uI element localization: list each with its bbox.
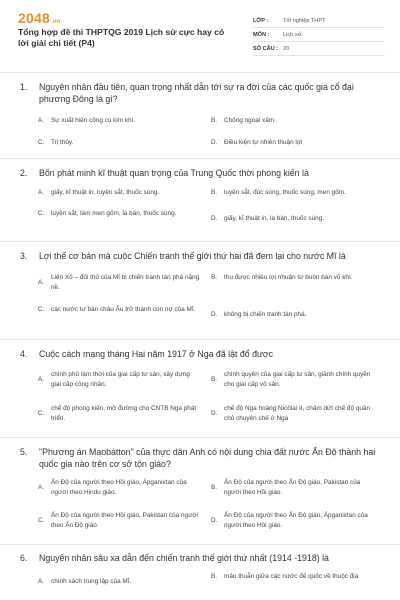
option-text: mâu thuẫn giữa các nước đế quốc về thuộc địa — [224, 573, 359, 580]
option-text: các nước tư bản châu Âu trở thành con nợ của Mĩ. — [51, 306, 196, 313]
question-text: Nguyên nhân đầu tiên, quan trọng nhất dẫn tới sự ra đời của các quốc gia cổ đại phương Đông là gì? — [39, 82, 354, 104]
option-letter: A. — [38, 117, 45, 124]
question-number: 1. — [20, 82, 28, 92]
option-a[interactable] — [38, 188, 201, 198]
option-c[interactable] — [38, 138, 201, 148]
logo-text: 2048 — [18, 10, 50, 26]
meta-key: SỐ CÂU : — [253, 45, 279, 52]
option-text: giấy, kĩ thuật in, luyện sắt, thuốc súng. — [51, 189, 160, 196]
page-title: Tổng hợp đề thi THPTQG 2019 Lịch sử cực hay có lời giải chi tiết (P4) — [18, 27, 225, 48]
option-a[interactable] — [38, 116, 201, 126]
site-logo[interactable] — [18, 10, 60, 26]
option-text: luyện sắt, đúc súng, thuốc súng, men gốm. — [224, 189, 346, 196]
option-b[interactable] — [211, 116, 374, 126]
option-b[interactable] — [211, 478, 374, 497]
option-text: thu được nhiều lợi nhuận từ buôn bán vũ khí. — [224, 274, 353, 281]
option-a[interactable] — [38, 273, 201, 292]
question-heading — [20, 250, 385, 262]
option-letter: A. — [38, 578, 45, 585]
option-letter: B. — [211, 189, 218, 196]
option-letter: C. — [38, 409, 45, 417]
option-letter: D. — [211, 311, 218, 318]
logo-suffix: .vn — [50, 19, 61, 25]
option-text: chính quyền của giai cấp tư sản, giành chính quyền cho giai cấp vô sản. — [224, 371, 371, 388]
option-d[interactable] — [211, 511, 374, 530]
question-number: 6. — [20, 553, 28, 563]
question-1 — [0, 72, 400, 158]
option-a[interactable] — [38, 577, 201, 587]
question-heading — [20, 348, 385, 360]
option-letter: A. — [38, 483, 45, 491]
question-heading — [20, 552, 385, 564]
option-letter: A. — [38, 278, 45, 286]
question-number: 5. — [20, 447, 28, 457]
option-c[interactable] — [38, 511, 201, 530]
question-heading — [20, 167, 385, 179]
option-letter: D. — [211, 215, 218, 222]
option-letter: B. — [211, 117, 218, 124]
option-text: chế độ phong kiến, mở đường cho CNTB Nga phát triển. — [51, 405, 197, 422]
meta-value: 20 — [283, 45, 290, 52]
option-c[interactable] — [38, 404, 201, 423]
option-letter: B. — [211, 274, 218, 281]
question-2 — [0, 158, 400, 241]
option-text: Sự xuất hiện công cụ kim khí. — [51, 117, 136, 124]
option-letter: B. — [211, 483, 218, 491]
question-text: Cuộc cách mạng tháng Hai năm 1917 ở Nga đã lật đổ được — [39, 349, 274, 359]
option-letter: C. — [38, 306, 45, 313]
option-b[interactable] — [211, 188, 374, 198]
option-a[interactable] — [38, 478, 201, 497]
option-text: chính phủ lâm thời của giai cấp tư sản, xây dựng giai cấp công nhân. — [51, 371, 190, 388]
option-text: giấy, kĩ thuật in, la bàn, thuốc súng. — [224, 215, 325, 222]
question-4 — [0, 339, 400, 437]
option-text: Trị thủy. — [51, 139, 74, 146]
header — [0, 0, 400, 70]
question-number: 3. — [20, 251, 28, 261]
option-text: Liên Xô – đối thủ của Mĩ bị chiến tranh tàn phá nặng nề. — [51, 274, 200, 291]
meta-row-count — [253, 42, 385, 56]
meta-value: Lịch sử — [283, 31, 302, 38]
option-d[interactable] — [211, 214, 374, 224]
option-b[interactable] — [211, 370, 374, 389]
option-letter: D. — [211, 409, 218, 417]
option-letter: D. — [211, 139, 218, 146]
question-text: "Phương án Maobátton" của thực dân Anh có nội dung chia đất nước Ấn Độ thành hai quốc gia nào trên cơ sở tôn giáo? — [39, 447, 376, 469]
option-d[interactable] — [211, 138, 374, 148]
option-c[interactable] — [38, 209, 201, 219]
question-3 — [0, 241, 400, 339]
option-text: Ấn Độ của người theo Ấn Độ giáo, Pakistan của người theo Hồi giáo. — [224, 479, 361, 496]
meta-key: MÔN : — [253, 31, 270, 38]
question-number: 2. — [20, 168, 28, 178]
option-text: chế độ Nga hoàng Nicôlai II, chấm dứt chế độ quân chủ chuyên chế ở Nga — [224, 405, 371, 422]
option-a[interactable] — [38, 370, 201, 389]
meta-row-subject — [253, 28, 385, 42]
question-6 — [0, 544, 400, 600]
question-text: Bốn phát minh kĩ thuật quan trọng của Trung Quốc thời phong kiến là — [39, 168, 309, 178]
option-text: chính sách trung lập của Mĩ. — [51, 578, 132, 585]
meta-key: LỚP : — [253, 17, 269, 24]
question-5 — [0, 437, 400, 544]
question-heading — [20, 81, 385, 105]
option-letter: A. — [38, 189, 45, 196]
document-meta — [253, 14, 385, 56]
option-text: Chống ngoại xâm. — [224, 117, 276, 124]
option-d[interactable] — [211, 310, 374, 320]
option-text: Ấn Độ của người theo Hồi giáo, Ápganixtan của người theo Hindu giáo. — [51, 479, 187, 496]
meta-row-class — [253, 14, 385, 28]
option-letter: B. — [211, 573, 218, 580]
option-letter: C. — [38, 139, 45, 146]
question-text: Nguyên nhân sâu xa dẫn đến chiến tranh thế giới thứ nhất (1914 -1918) là — [39, 553, 329, 563]
option-letter: C. — [38, 516, 45, 524]
question-heading — [20, 446, 385, 470]
option-letter: C. — [38, 210, 45, 217]
question-text: Lợi thế cơ bản mà cuộc Chiến tranh thế giới thứ hai đã đem lại cho nước Mĩ là — [39, 251, 346, 261]
option-d[interactable] — [211, 404, 374, 423]
option-text: Ấn Độ của người theo Hồi giáo, Pakistan của người theo Ấn Độ giáo. — [51, 512, 198, 529]
meta-value: Tốt nghiệp THPT — [283, 17, 326, 24]
option-b[interactable] — [211, 273, 374, 283]
option-text: luyện sắt, làm men gốm, la bàn, thuốc súng. — [51, 210, 177, 217]
option-letter: D. — [211, 516, 218, 524]
option-letter: A. — [38, 375, 45, 383]
option-letter: B. — [211, 375, 218, 383]
option-text: Ấn Độ của người theo Ấn Độ giáo, Ápganixtan của người theo Hồi giáo. — [224, 512, 368, 529]
option-b[interactable] — [211, 572, 374, 582]
option-c[interactable] — [38, 305, 201, 315]
option-text: Điều kiện tự nhiên thuận lợi — [224, 139, 303, 146]
option-text: không bị chiến tranh tàn phá. — [224, 311, 307, 318]
question-number: 4. — [20, 349, 28, 359]
